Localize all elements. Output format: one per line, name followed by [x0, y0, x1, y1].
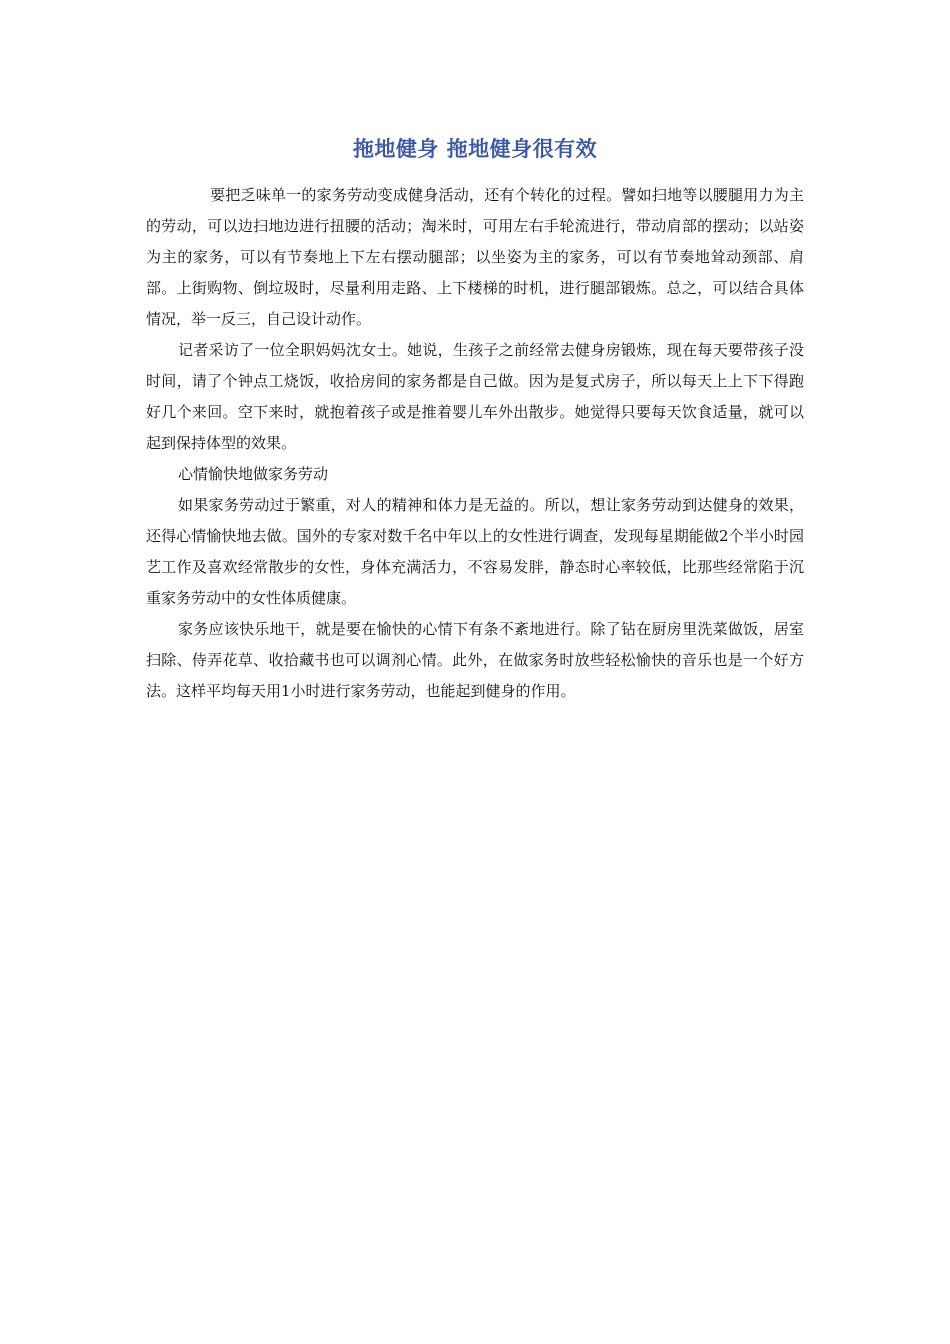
paragraph-interview: 记者采访了一位全职妈妈沈女士。她说，生孩子之前经常去健身房锻炼，现在每天要带孩子没时间，请了个钟点工烧饭，收拾房间的家务都是自己做。因为是复式房子，所以每天上上下下得跑好几个来回。空下来时，就抱着孩子或是推着婴儿车外出散步。她觉得只要每天饮食适量，就可以起到保持体型的效果。 [146, 341, 804, 452]
paragraph-housework-exercise: 要把乏味单一的家务劳动变成健身活动，还有个转化的过程。譬如扫地等以腰腿用力为主的劳动，可以边扫地边进行扭腰的活动；淘米时，可用左右手轮流进行，带动肩部的摆动；以站姿为主的家务，可以有节奏地上下左右摆动腿部；以坐姿为主的家务，可以有节奏地耸动颈部、肩部。上街购物、倒垃圾时，尽量利用走路、上下楼梯的时机，进行腿部锻炼。总之，可以结合具体情况，举一反三，自己设计动作。 [146, 186, 804, 328]
document-title: 拖地健身 拖地健身很有效 [352, 137, 598, 161]
section-heading: 心情愉快地做家务劳动 [178, 465, 329, 483]
document-body [146, 180, 804, 707]
paragraph-research: 如果家务劳动过于繁重，对人的精神和体力是无益的。所以，想让家务劳动到达健身的效果，还得心情愉快地去做。国外的专家对数千名中年以上的女性进行调查，发现每星期能做2个半小时园艺工作及喜欢经常散步的女性，身体充满活力，不容易发胖，静态时心率较低，比那些经常陷于沉重家务劳动中的女性体质健康。 [146, 496, 804, 607]
paragraph-happy-housework: 家务应该快乐地干，就是要在愉快的心情下有条不紊地进行。除了钻在厨房里洗菜做饭，居室扫除、侍弄花草、收拾藏书也可以调剂心情。此外，在做家务时放些轻松愉快的音乐也是一个好方法。这样平均每天用1小时进行家务劳动，也能起到健身的作用。 [146, 620, 804, 700]
